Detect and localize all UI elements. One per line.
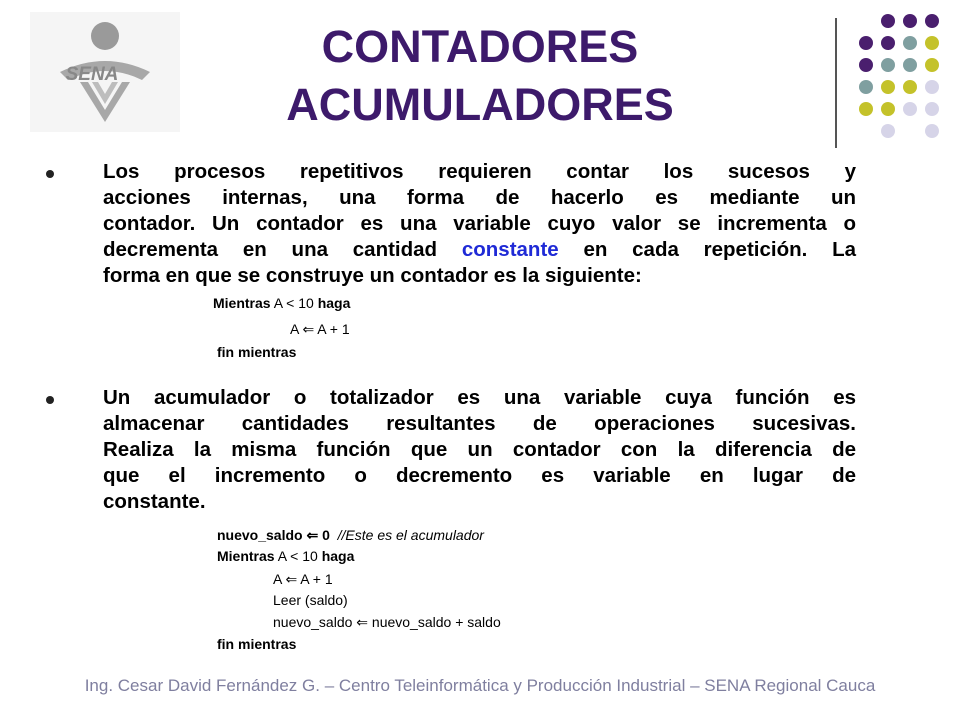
code-keyword: fin mientras [217, 636, 297, 652]
decorative-dot [903, 80, 917, 94]
decorative-dot [859, 36, 873, 50]
para1-text: decrementa en una cantidad [103, 238, 462, 261]
decorative-dot [925, 58, 939, 72]
contador-paragraph [103, 159, 856, 289]
para1-line: Los procesos repetitivos requieren contar los sucesos y [103, 160, 856, 183]
decorative-dot-grid [845, 10, 955, 155]
highlight-constante: constante [461, 238, 559, 261]
para2-line: Realiza la misma función que un contador con la diferencia de [103, 438, 856, 461]
code-end [217, 635, 296, 653]
decorative-dot [881, 58, 895, 72]
para1-line: contador. Un contador es una variable cuyo valor se incrementa o [103, 212, 856, 235]
decorative-dot [881, 36, 895, 50]
code-condition: A < 10 [270, 295, 318, 311]
decorative-dot [903, 14, 917, 28]
decorative-dot [925, 14, 939, 28]
decorative-dot [859, 80, 873, 94]
code-assign: A ⇐ A + 1 [290, 321, 350, 337]
decorative-dot [925, 102, 939, 116]
decorative-dot [881, 124, 895, 138]
para1-line: forma en que se construye un contador es la siguiente: [103, 264, 642, 287]
code-condition: A < 10 [274, 548, 322, 564]
decorative-dot [903, 58, 917, 72]
bullet-point [46, 396, 54, 404]
para1-line: acciones internas, una forma de hacerlo es mediante un [103, 186, 856, 209]
acumulador-init [217, 526, 484, 544]
para2-line: almacenar cantidades resultantes de operaciones sucesivas. [103, 412, 856, 435]
acumulador-paragraph [103, 385, 856, 515]
title-line-1: CONTADORES [321, 21, 639, 72]
code-keyword: haga [321, 548, 355, 564]
para2-line: constante. [103, 490, 206, 513]
contador-code [213, 294, 350, 312]
para1-line [103, 237, 856, 263]
code-keyword: fin mientras [217, 344, 297, 360]
code-read: Leer (saldo) [273, 592, 348, 608]
code-assign: A ⇐ A + 1 [273, 571, 333, 587]
code-keyword: Mientras [213, 295, 271, 311]
decorative-dot [859, 102, 873, 116]
para2-line: Un acumulador o totalizador es una variable cuya función es [103, 386, 856, 409]
para2-line: que el incremento o decremento es variable en lugar de [103, 464, 856, 487]
slide-title [200, 18, 760, 134]
svg-text:SENA: SENA [65, 64, 119, 85]
code-init: nuevo_saldo ⇐ 0 [217, 527, 330, 543]
acumulador-loop [217, 547, 354, 565]
decorative-dot [925, 36, 939, 50]
decorative-dot [881, 80, 895, 94]
code-accumulate: nuevo_saldo ⇐ nuevo_saldo + saldo [273, 614, 501, 630]
sena-logo [30, 12, 180, 132]
decorative-dot [881, 14, 895, 28]
title-divider [835, 18, 837, 148]
para1-text: en cada repetición. La [558, 238, 856, 261]
code-end [217, 343, 296, 361]
decorative-dot [903, 102, 917, 116]
code-comment: //Este es el acumulador [337, 527, 484, 543]
decorative-dot [859, 58, 873, 72]
decorative-dot [925, 124, 939, 138]
footer-credit: Ing. Cesar David Fernández G. – Centro Teleinformática y Producción Industrial – SENA Regional Cauca [84, 676, 876, 695]
decorative-dot [925, 80, 939, 94]
code-keyword: Mientras [217, 548, 275, 564]
bullet-point [46, 170, 54, 178]
code-keyword: haga [317, 295, 351, 311]
decorative-dot [903, 36, 917, 50]
decorative-dot [881, 102, 895, 116]
title-line-2: ACUMULADORES [286, 79, 674, 130]
